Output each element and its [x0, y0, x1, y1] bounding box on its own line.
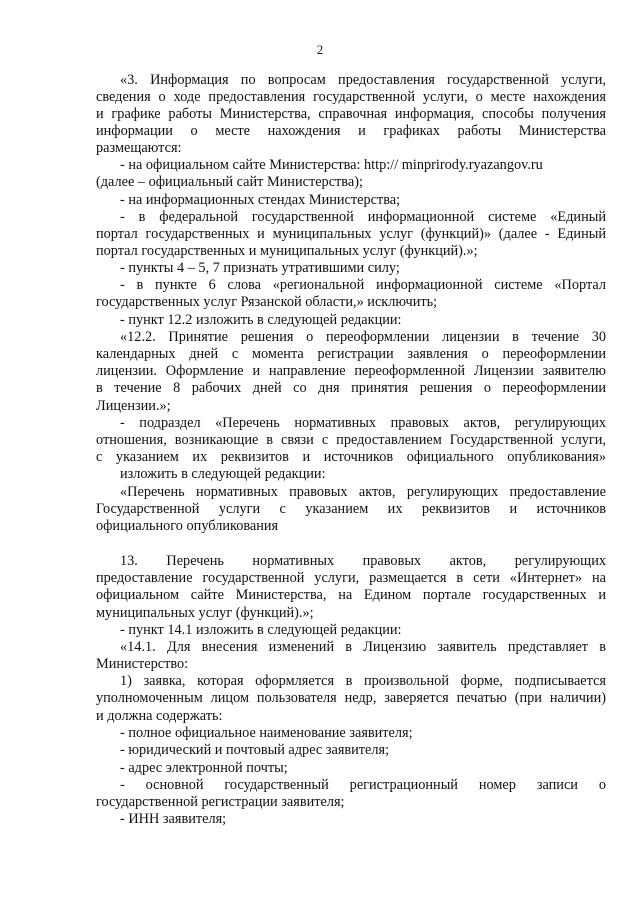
text-line: - пункты 4 – 5, 7 признать утратившими силу;	[120, 260, 400, 276]
text-line: официальном сайте Министерства, на Едином портале государственных и	[96, 587, 606, 603]
text-line: Министерство:	[96, 656, 189, 672]
text-line: уполномоченным лицом пользователя недр, заверяется печатью (при наличии)	[96, 690, 606, 706]
text-line: 1) заявка, которая оформляется в произвольной форме, подписывается	[120, 673, 606, 689]
text-line: муниципальных услуг (функций).»;	[96, 605, 314, 621]
text-line: - юридический и почтовый адрес заявителя;	[120, 742, 390, 758]
page-number: 2	[316, 42, 324, 57]
text-line: портал государственных и муниципальных услуг (функций)» (далее - Единый	[96, 226, 606, 242]
text-line: с указанием их реквизитов и источников официального опубликования»	[96, 449, 606, 465]
text-line: предоставление государственной услуги, размещается в сети «Интернет» на	[96, 570, 606, 586]
text-line: - ИНН заявителя;	[120, 811, 227, 827]
text-line: - на информационных стендах Министерства;	[120, 192, 401, 208]
text-line: Государственной услуги с указанием их реквизитов и источников	[96, 501, 606, 517]
text-line: - адрес электронной почты;	[120, 760, 288, 776]
text-line: - на официальном сайте Министерства: http:// minprirody.ryazangov.ru	[120, 157, 543, 173]
text-line: лицензии. Оформление и направление переоформленной Лицензии заявителю	[96, 363, 606, 379]
text-line: «3. Информация по вопросам предоставления государственной услуги,	[120, 72, 606, 88]
text-line: размещаются:	[96, 140, 182, 156]
text-line: в течение 8 рабочих дней со дня принятия решения о переоформлении	[96, 380, 606, 396]
text-line: - в федеральной государственной информационной системе «Единый	[120, 209, 606, 225]
text-line: - полное официальное наименование заявителя;	[120, 725, 413, 741]
text-line: «14.1. Для внесения изменений в Лицензию заявитель представляет в	[120, 639, 606, 655]
text-line: сведения о ходе предоставления государственной услуги, о месте нахождения	[96, 89, 606, 105]
text-line: государственной регистрации заявителя;	[96, 794, 345, 810]
text-line: «Перечень нормативных правовых актов, регулирующих предоставление	[120, 484, 606, 500]
text-line: и должна содержать:	[96, 708, 223, 724]
text-line: официального опубликования	[96, 518, 279, 534]
text-line: - пункт 14.1 изложить в следующей редакции:	[120, 622, 402, 638]
text-line: 13. Перечень нормативных правовых актов, регулирующих	[120, 553, 606, 569]
text-line: Лицензии.»;	[96, 398, 171, 414]
text-line: отношения, возникающие в связи с предоставлением Государственной услуги,	[96, 432, 606, 448]
text-line: и графике работы Министерства, справочная информация, способы получения	[96, 106, 606, 122]
text-line: государственных услуг Рязанской области,» исключить;	[96, 294, 438, 310]
text-line: - основной государственный регистрационный номер записи о	[120, 777, 606, 793]
text-line: (далее – официальный сайт Министерства);	[96, 174, 363, 190]
text-line: изложить в следующей редакции:	[120, 466, 326, 482]
text-line: «12.2. Принятие решения о переоформлении лицензии в течение 30	[120, 329, 606, 345]
text-line: портал государственных и муниципальных услуг (функций).»;	[96, 243, 478, 259]
text-line: - в пункте 6 слова «региональной информационной системе «Портал	[120, 277, 606, 293]
text-line: - подраздел «Перечень нормативных правовых актов, регулирующих	[120, 415, 606, 431]
text-line: - пункт 12.2 изложить в следующей редакции:	[120, 312, 402, 328]
text-line: календарных дней с момента регистрации заявления о переоформлении	[96, 346, 606, 362]
text-line: информации о месте нахождения и графиках работы Министерства	[96, 123, 606, 139]
